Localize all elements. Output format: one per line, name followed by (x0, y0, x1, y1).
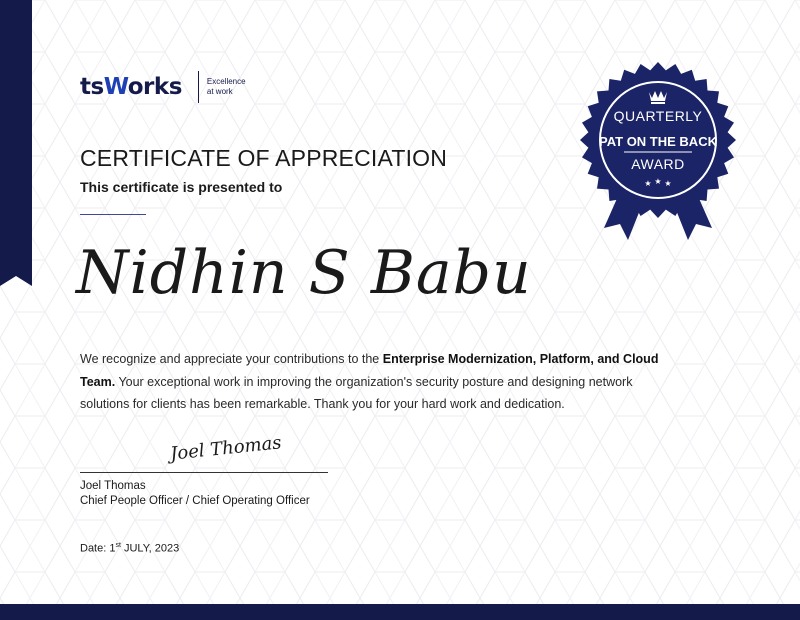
recipient-name: Nidhin S Babu (76, 238, 532, 308)
left-ribbon (0, 0, 34, 290)
award-line-award: AWARD (631, 156, 685, 172)
company-logo (80, 70, 251, 104)
certificate-date: Date: 1st JULY, 2023 (80, 542, 180, 555)
logo-tagline: Excellence at work (206, 77, 246, 96)
certificate-title: CERTIFICATE OF APPRECIATION (80, 145, 448, 171)
svg-text:★: ★ (654, 177, 662, 186)
signature-line (80, 472, 328, 473)
certificate-body: We recognize and appreciate your contributions to the Enterprise Modernization, Platform, and Cloud Team. Your exceptional work in improving the organization's security posture and designing network solutions for clients has been remarkable. Thank you for your hard work and dedication. (80, 352, 659, 411)
award-line-quarterly: QUARTERLY (613, 108, 703, 124)
signature-script: Joel Thomas (169, 432, 283, 465)
signatory-role: Chief People Officer / Chief Operating Officer (80, 495, 310, 507)
svg-text:★: ★ (644, 179, 652, 188)
bottom-bar (0, 604, 800, 620)
award-line-title: PAT ON THE BACK (599, 134, 717, 149)
team-name: Enterprise Modernization, Platform, and Cloud Team. (80, 352, 659, 389)
svg-text:★: ★ (664, 179, 672, 188)
signatory-name: Joel Thomas (80, 480, 146, 492)
certificate-subtitle: This certificate is presented to (80, 179, 283, 195)
logo-divider (198, 71, 199, 103)
accent-line (80, 214, 146, 215)
logo-wordmark: tsWorks (80, 73, 182, 100)
